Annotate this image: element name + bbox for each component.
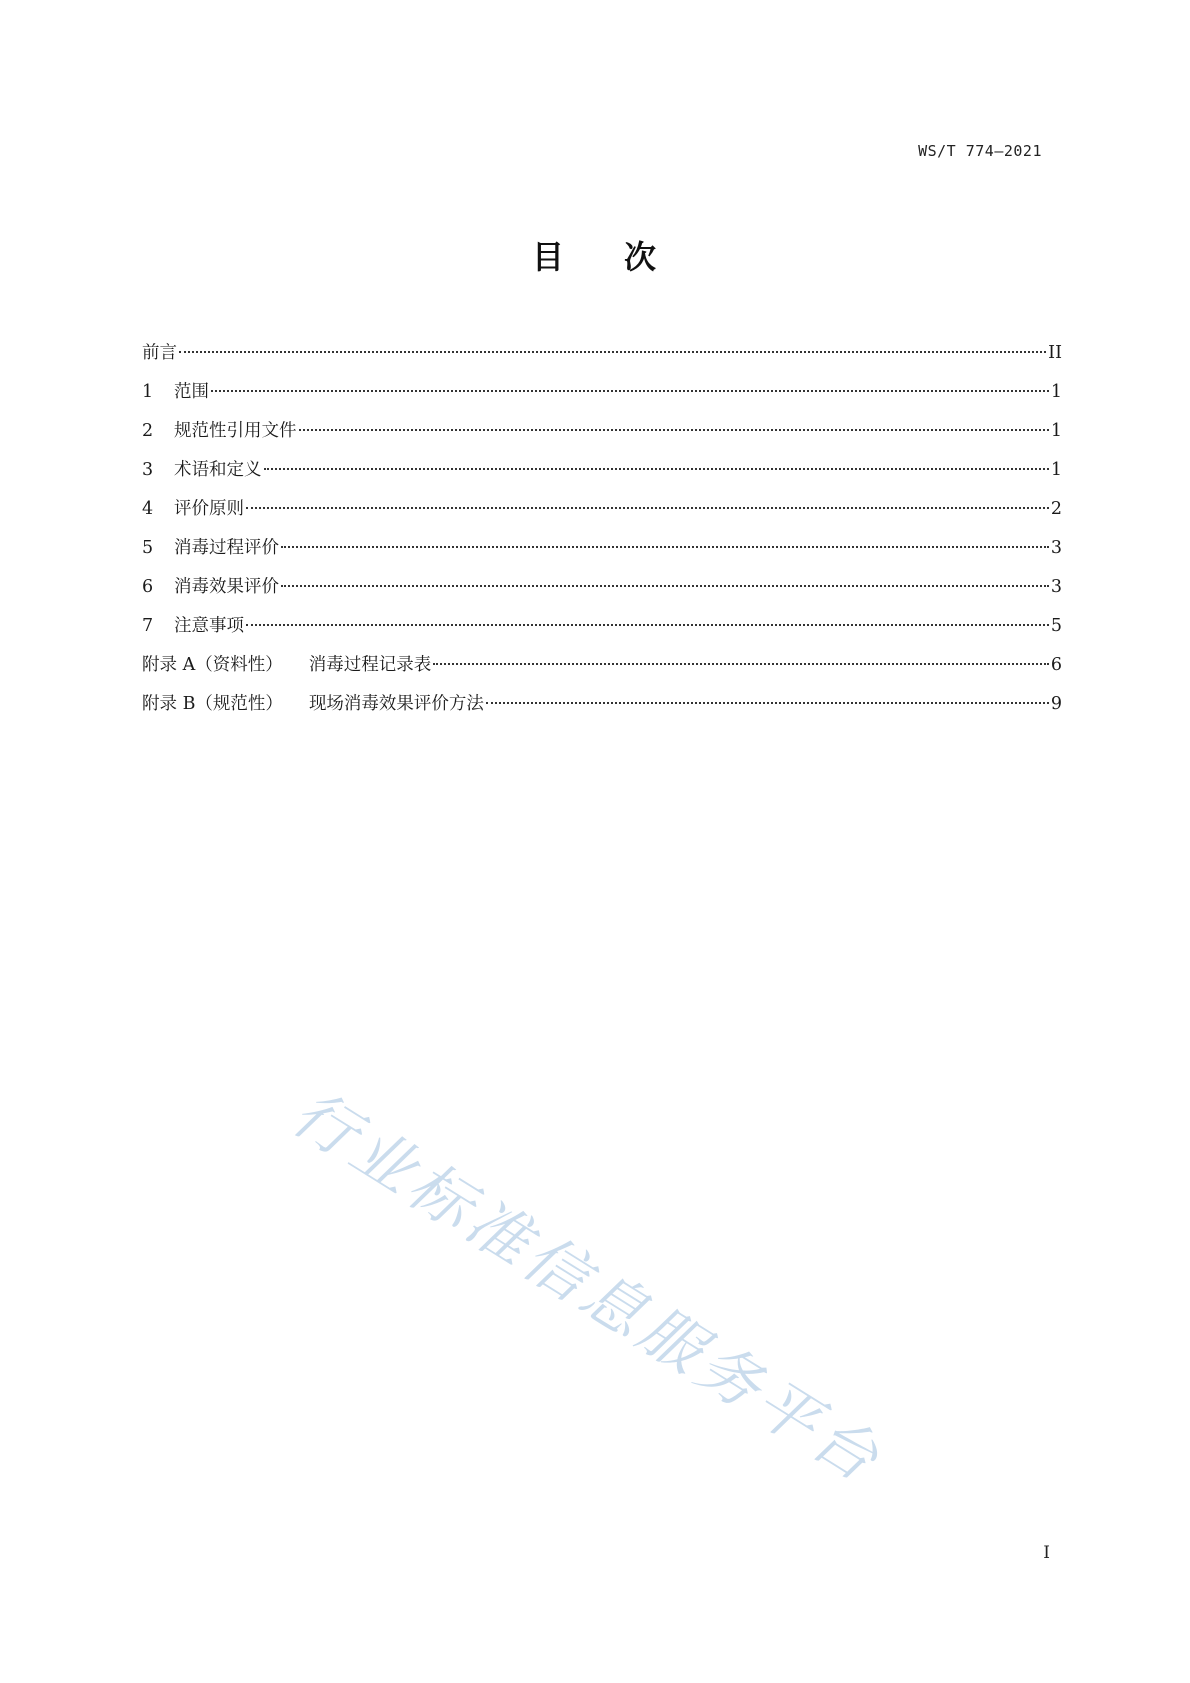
toc-entry-foreword[interactable] [142,334,1062,373]
toc-entry-number: 2 [142,421,154,441]
toc-entry-number: 6 [142,577,154,597]
toc-entry-title: 范围 [174,382,209,402]
toc-entry-page: 3 [1050,577,1062,597]
toc-entry-title: 规范性引用文件 [174,421,297,441]
toc-entry-number: 3 [142,460,154,480]
toc-entry-title: 术语和定义 [174,460,262,480]
toc-entry-title: 注意事项 [174,616,244,636]
toc-leader-dots [281,546,1049,548]
toc-leader-dots [179,351,1046,353]
toc-entry-page: 1 [1050,421,1062,441]
toc-entry-page: 2 [1050,499,1062,519]
toc-entry-prefix: 附录 A（资料性） [142,655,283,675]
toc-entry-number: 5 [142,538,154,558]
page-title [0,232,1190,278]
toc-entry-evaluation-principles[interactable] [142,490,1062,529]
toc-entry-precautions[interactable] [142,607,1062,646]
toc-leader-dots [486,702,1049,704]
toc-entry-page: 1 [1050,460,1062,480]
toc-entry-page: 6 [1050,655,1062,675]
toc-entry-title: 消毒效果评价 [174,577,279,597]
toc-leader-dots [246,507,1049,509]
toc-entry-number: 7 [142,616,154,636]
toc-entry-appendix-b[interactable] [142,685,1062,724]
toc-entry-scope[interactable] [142,373,1062,412]
toc-entry-number: 1 [142,382,154,402]
toc-entry-page: 3 [1050,538,1062,558]
toc-entry-title: 前言 [142,343,177,363]
toc-leader-dots [246,624,1049,626]
toc-entry-appendix-a[interactable] [142,646,1062,685]
toc-entry-number: 4 [142,499,154,519]
page-title-right: 次 [624,238,659,276]
toc-entry-effect-evaluation[interactable] [142,568,1062,607]
page-number: I [1043,1543,1050,1563]
toc-leader-dots [211,390,1049,392]
toc-entry-title: 消毒过程记录表 [308,655,432,675]
toc-leader-dots [281,585,1049,587]
toc-entry-prefix: 附录 B（规范性） [142,694,283,714]
table-of-contents [142,334,1062,724]
toc-entry-page: 1 [1050,382,1062,402]
toc-entry-page: II [1048,343,1062,363]
toc-entry-page: 5 [1050,616,1062,636]
toc-entry-title: 消毒过程评价 [174,538,279,558]
toc-leader-dots [264,468,1049,470]
toc-entry-terms-definitions[interactable] [142,451,1062,490]
toc-leader-dots [299,429,1049,431]
standard-code: WS/T 774—2021 [918,142,1042,160]
toc-entry-process-evaluation[interactable] [142,529,1062,568]
toc-entry-title: 评价原则 [174,499,244,519]
toc-entry-page: 9 [1050,694,1062,714]
toc-entry-normative-references[interactable] [142,412,1062,451]
page-title-left: 目 [531,238,566,276]
toc-entry-title: 现场消毒效果评价方法 [308,694,484,714]
watermark: 行业标准信息服务平台 [280,1075,896,1499]
toc-leader-dots [433,663,1049,665]
